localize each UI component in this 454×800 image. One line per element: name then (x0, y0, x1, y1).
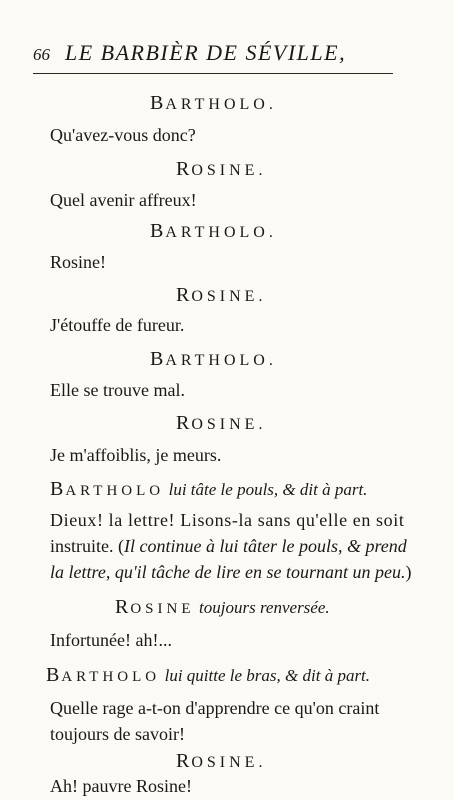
stage-direction: toujours renversée. (199, 598, 330, 617)
dialogue-line: Quel avenir affreux! (50, 190, 197, 210)
speaker-bartholo: BARTHOLO. (150, 220, 277, 242)
speaker-rosine: ROSINE. (176, 750, 267, 772)
speaker-rosine: ROSINE (115, 596, 195, 618)
speaker-bartholo: BARTHOLO. (150, 348, 277, 370)
dialogue-line: Je m'affoiblis, je meurs. (50, 445, 222, 465)
dialogue-line: Qu'avez-vous donc? (50, 125, 196, 145)
dialogue-line: Infortunée! ah!... (50, 630, 172, 650)
page-number: 66 (33, 45, 50, 64)
speaker-rosine: ROSINE. (176, 284, 267, 306)
speaker-bartholo: BARTHOLO (46, 664, 161, 686)
dialogue-line: Ah! pauvre Rosine! (50, 776, 192, 796)
stage-direction: Il continue à lui tâter le pouls, & prend (124, 536, 407, 556)
dialogue-line: J'étouffe de fureur. (50, 315, 185, 335)
speaker-heading-row (46, 664, 370, 687)
dialogue-line: Elle se trouve mal. (50, 380, 185, 400)
speaker-bartholo: BARTHOLO (50, 478, 165, 500)
dialogue-line (50, 562, 411, 583)
dialogue-line: Quelle rage a-t-on d'apprendre ce qu'on craint (50, 698, 380, 718)
header-rule (33, 73, 393, 74)
speaker-rosine: ROSINE. (176, 158, 267, 180)
closing-parenthesis: ) (405, 562, 412, 582)
speaker-rosine: ROSINE. (176, 412, 267, 434)
dialogue-line (50, 536, 407, 557)
dialogue-line: Dieux! la lettre! Lisons-la sans qu'elle en soit (50, 510, 405, 530)
speaker-bartholo: BARTHOLO. (150, 92, 277, 114)
stage-direction: lui tâte le pouls, & dit à part. (168, 480, 368, 499)
speaker-heading-row (115, 596, 330, 619)
dialogue-line: toujours de savoir! (50, 724, 185, 744)
stage-direction: lui quitte le bras, & dit à part. (164, 666, 371, 685)
running-header (33, 40, 393, 70)
dialogue-text: instruite. ( (50, 536, 124, 556)
dialogue-line: Rosine! (50, 252, 106, 272)
speaker-heading-row (50, 478, 367, 501)
running-title: LE BARBIÈR DE SÉVILLE, (65, 40, 347, 65)
stage-direction: la lettre, qu'il tâche de lire en se tournant un peu. (50, 562, 406, 582)
